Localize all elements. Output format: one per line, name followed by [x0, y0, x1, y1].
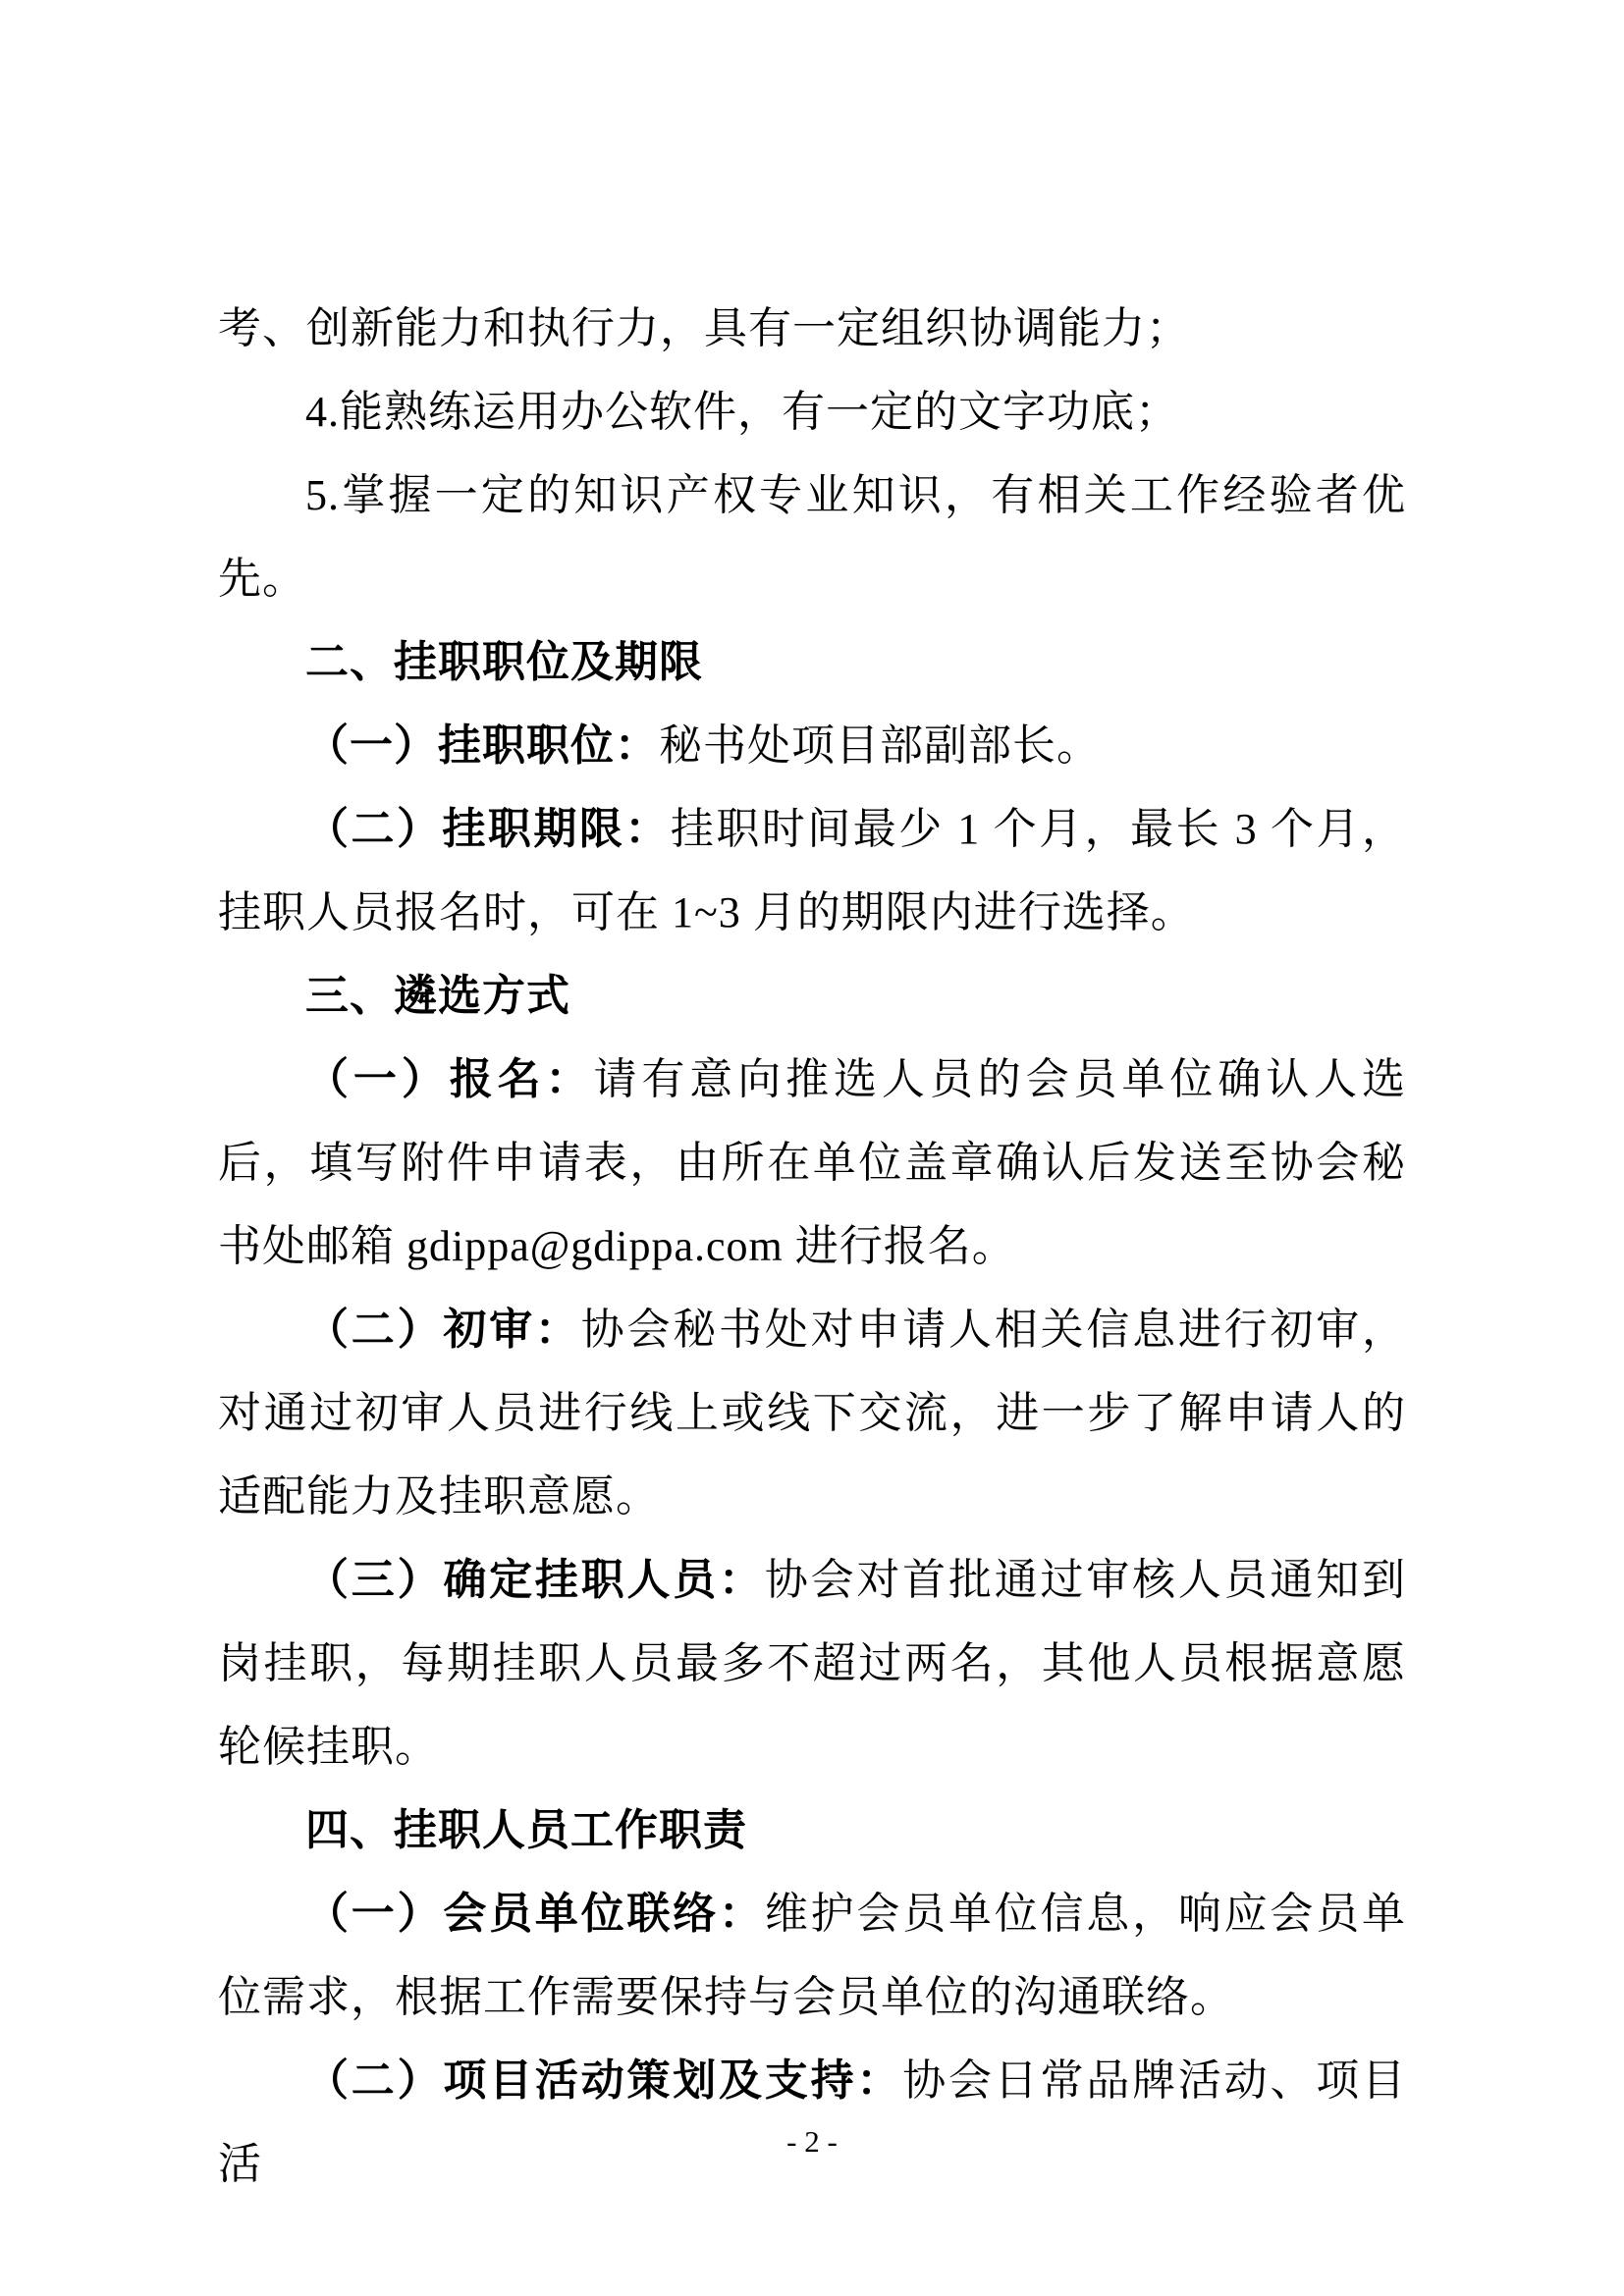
- paragraph: （三）确定挂职人员：协会对首批通过审核人员通知到岗挂职，每期挂职人员最多不超过两名，其他人员根据意愿轮候挂职。: [218, 1556, 1407, 1771]
- paragraph-label: （二）挂职期限：: [305, 805, 671, 853]
- paragraph: （一）会员单位联络：维护会员单位信息，响应会员单位需求，根据工作需要保持与会员单位的沟通联络。: [218, 1890, 1407, 2021]
- paragraph: （一）报名：请有意向推选人员的会员单位确认人选后，填写附件申请表，由所在单位盖章确认后发送至协会秘书处邮箱 gdippa@gdippa.com 进行报名。: [218, 1055, 1407, 1270]
- page-number: - 2 -: [786, 2124, 838, 2159]
- paragraph-label: （一）会员单位联络：: [305, 1890, 765, 1938]
- section-heading: 二、挂职职位及期限: [305, 638, 703, 686]
- paragraph: （二）初审：协会秘书处对申请人相关信息进行初审，对通过初审人员进行线上或线下交流，进一步了解申请人的适配能力及挂职意愿。: [218, 1306, 1407, 1521]
- paragraph-label: （一）挂职职位：: [305, 721, 659, 770]
- paragraph-label: （二）项目活动策划及支持：: [305, 2056, 903, 2105]
- paragraph: （二）挂职期限：挂职时间最少 1 个月，最长 3 个月，挂职人员报名时，可在 1~3 月的期限内进行选择。: [218, 805, 1407, 936]
- paragraph: 4.能熟练运用办公软件，有一定的文字功底；: [305, 388, 1179, 436]
- paragraph-label: （三）确定挂职人员：: [305, 1556, 765, 1604]
- section-heading: 四、挂职人员工作职责: [305, 1806, 747, 1854]
- document-body: [218, 287, 1406, 2206]
- section-heading: 三、遴选方式: [305, 972, 570, 1020]
- paragraph-label: （一）报名：: [305, 1055, 594, 1103]
- paragraph: 5.掌握一定的知识产权专业知识，有相关工作经验者优先。: [218, 471, 1406, 603]
- paragraph-label: （二）初审：: [305, 1306, 581, 1354]
- paragraph: （二）项目活动策划及支持：协会日常品牌活动、项目活: [218, 2056, 1407, 2188]
- paragraph: 考、创新能力和执行力，具有一定组织协调能力；: [218, 304, 1190, 352]
- paragraph: （一）挂职职位：秘书处项目部副部长。: [305, 721, 1101, 770]
